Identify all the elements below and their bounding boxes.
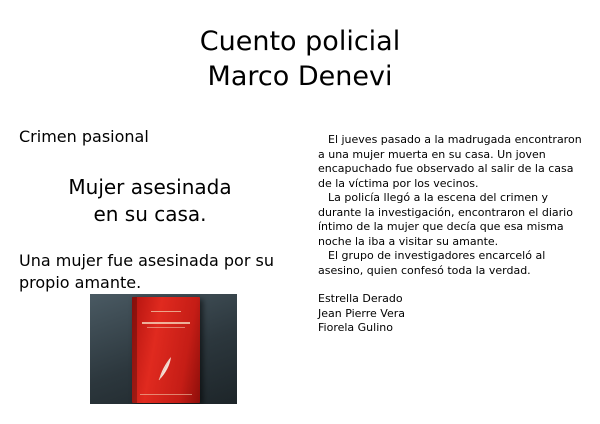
book-top-lettering bbox=[151, 311, 181, 312]
book-bottom-lettering bbox=[140, 394, 192, 395]
red-diary-book bbox=[132, 297, 200, 403]
story-text bbox=[318, 133, 588, 278]
story-paragraph-1: El jueves pasado a la madrugada encontraron a una mujer muerta en su casa. Un joven encapuchado fue observado al salir de la casa de la víctima por los vecinos. bbox=[318, 133, 582, 190]
crime-summary: Una mujer fue asesinada por su propio amante. bbox=[19, 251, 274, 292]
author-list bbox=[318, 292, 518, 336]
title-line-story-type: Cuento policial bbox=[199, 26, 401, 57]
headline-line-1: Mujer asesinada bbox=[68, 175, 232, 199]
headline-line-2: en su casa. bbox=[93, 202, 207, 226]
slide-title bbox=[0, 24, 600, 94]
news-headline bbox=[40, 174, 260, 228]
author-name: Jean Pierre Vera bbox=[318, 306, 406, 320]
story-paragraph-2: La policía llegó a la escena del crimen y durante la investigación, encontraron el diario íntimo de la mujer que decía que esa misma noche la iba a visitar su amante. bbox=[318, 191, 573, 248]
title-line-author: Marco Denevi bbox=[207, 61, 393, 92]
book-title-lettering-2 bbox=[147, 327, 185, 328]
book-spine-shadow bbox=[132, 297, 137, 403]
book-title-lettering bbox=[142, 322, 190, 324]
section-subtitle: Crimen pasional bbox=[19, 127, 149, 146]
feather-icon bbox=[156, 355, 174, 381]
story-paragraph-3: El grupo de investigadores encarceló al asesino, quien confesó toda la verdad. bbox=[318, 249, 546, 277]
author-name: Fiorela Gulino bbox=[318, 321, 393, 334]
diary-book-photo bbox=[90, 294, 237, 404]
author-name: Estrella Derado bbox=[318, 292, 403, 305]
